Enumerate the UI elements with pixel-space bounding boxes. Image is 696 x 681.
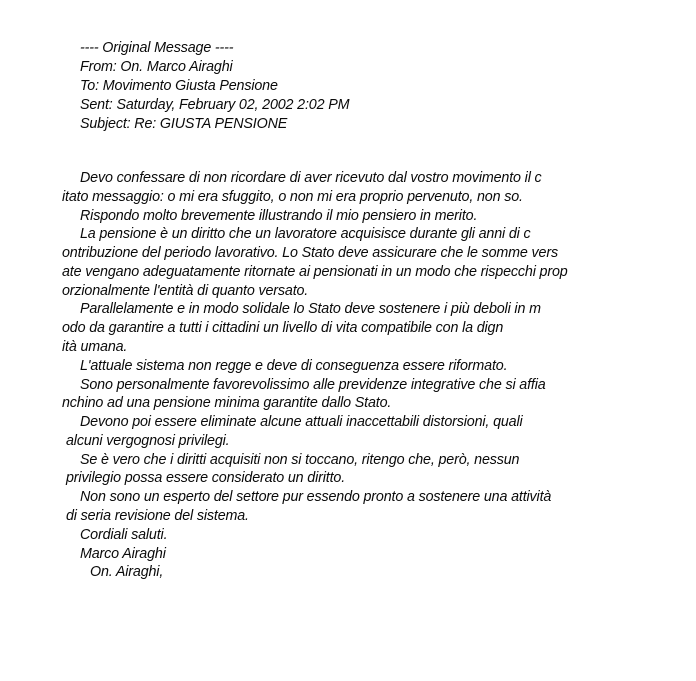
signature-title: On. Airaghi, bbox=[90, 564, 164, 580]
body-line: Parallelamente e in modo solidale lo Stato deve sostenere i più deboli in m bbox=[80, 301, 541, 317]
subject-line: Subject: Re: GIUSTA PENSIONE bbox=[80, 116, 288, 132]
original-message-separator: ---- Original Message ---- bbox=[80, 40, 234, 56]
body-line: ontribuzione del periodo lavorativo. Lo Stato deve assicurare che le somme vers bbox=[62, 245, 558, 261]
body-line: Sono personalmente favorevolissimo alle previdenze integrative che si affia bbox=[80, 377, 546, 393]
body-line: alcuni vergognosi privilegi. bbox=[66, 433, 230, 449]
body-line: Rispondo molto brevemente illustrando il mio pensiero in merito. bbox=[80, 208, 478, 224]
signature-name: Marco Airaghi bbox=[80, 546, 166, 562]
closing-greeting: Cordiali saluti. bbox=[80, 527, 168, 543]
body-line: Non sono un esperto del settore pur essendo pronto a sostenere una attività bbox=[80, 489, 552, 505]
body-line: di seria revisione del sistema. bbox=[66, 508, 249, 524]
body-line: Devono poi essere eliminate alcune attuali inaccettabili distorsioni, quali bbox=[80, 414, 523, 430]
body-line: orzionalmente l'entità di quanto versato. bbox=[62, 283, 309, 299]
body-line: Se è vero che i diritti acquisiti non si toccano, ritengo che, però, nessun bbox=[80, 452, 520, 468]
from-line: From: On. Marco Airaghi bbox=[80, 59, 233, 75]
body-line: L'attuale sistema non regge e deve di conseguenza essere riformato. bbox=[80, 358, 508, 374]
body-line: itato messaggio: o mi era sfuggito, o non mi era proprio pervenuto, non so. bbox=[62, 189, 523, 205]
body-line: ità umana. bbox=[62, 339, 128, 355]
body-line: privilegio possa essere considerato un diritto. bbox=[66, 470, 346, 486]
to-line: To: Movimento Giusta Pensione bbox=[80, 78, 278, 94]
body-line: Devo confessare di non ricordare di aver ricevuto dal vostro movimento il c bbox=[80, 170, 542, 186]
body-line: odo da garantire a tutti i cittadini un livello di vita compatibile con la dign bbox=[62, 320, 504, 336]
body-line: La pensione è un diritto che un lavoratore acquisisce durante gli anni di c bbox=[80, 226, 531, 242]
body-line: nchino ad una pensione minima garantite dallo Stato. bbox=[62, 395, 392, 411]
body-line: ate vengano adeguatamente ritornate ai pensionati in un modo che rispecchi prop bbox=[62, 264, 568, 280]
sent-line: Sent: Saturday, February 02, 2002 2:02 PM bbox=[80, 97, 350, 113]
